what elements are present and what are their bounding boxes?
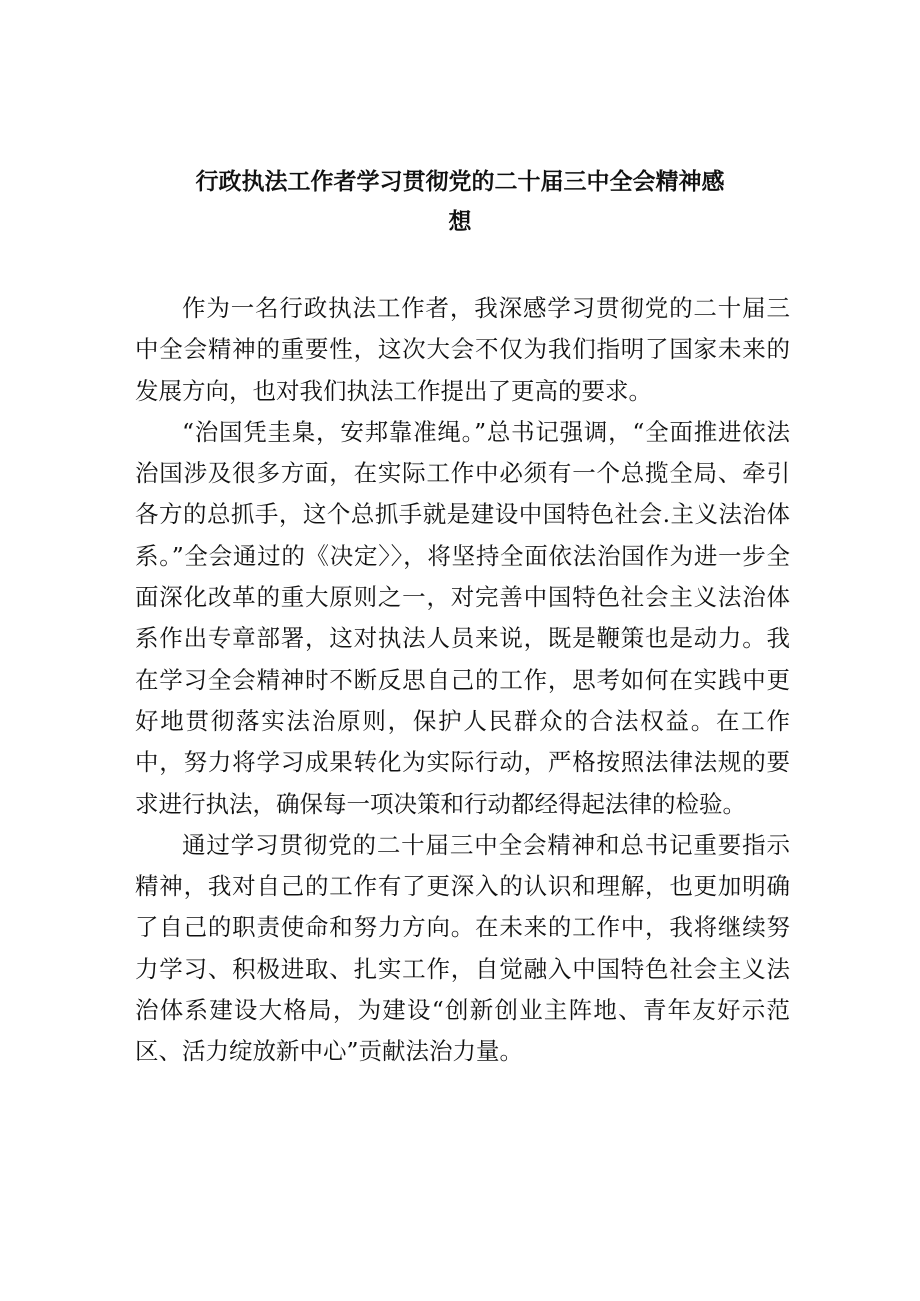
- paragraph-2: “治国凭圭臬，安邦靠准绳。”总书记强调，“全面推进依法治国涉及很多方面，在实际工作中必须有一个总揽全局、牵引各方的总抓手，这个总抓手就是建设中国特色社会.主义法治体系。”全会通过的《决定〉〉，将坚持全面依法治国作为进一步全面深化改革的重大原则之一，对完善中国特色社会主义法治体系作出专章部署，这对执法人员来说，既是鞭策也是动力。我在学习全会精神时不断反思自己的工作，思考如何在实践中更好地贯彻落实法治原则，保护人民群众的合法权益。在工作中，努力将学习成果转化为实际行动，严格按照法律法规的要求进行执法，确保每一项决策和行动都经得起法律的检验。: [135, 417, 790, 818]
- title-line-1: 行政执法工作者学习贯彻党的二十届三中全会精神感: [195, 169, 725, 195]
- paragraph-1: 作为一名行政执法工作者，我深感学习贯彻党的二十届三中全会精神的重要性，这次大会不仅为我们指明了国家未来的发展方向，也对我们执法工作提出了更高的要求。: [135, 294, 790, 405]
- document-title: [135, 162, 785, 242]
- title-line-2: 想: [448, 209, 472, 235]
- document-body: [135, 288, 790, 1073]
- paragraph-3: 通过学习贯彻党的二十届三中全会精神和总书记重要指示精神，我对自己的工作有了更深入的认识和理解，也更加明确了自己的职责使命和努力方向。在未来的工作中，我将继续努力学习、积极进取、扎实工作，自觉融入中国特色社会主义法治体系建设大格局，为建设“创新创业主阵地、青年友好示范区、活力绽放新中心”贡献法治力量。: [135, 830, 790, 1066]
